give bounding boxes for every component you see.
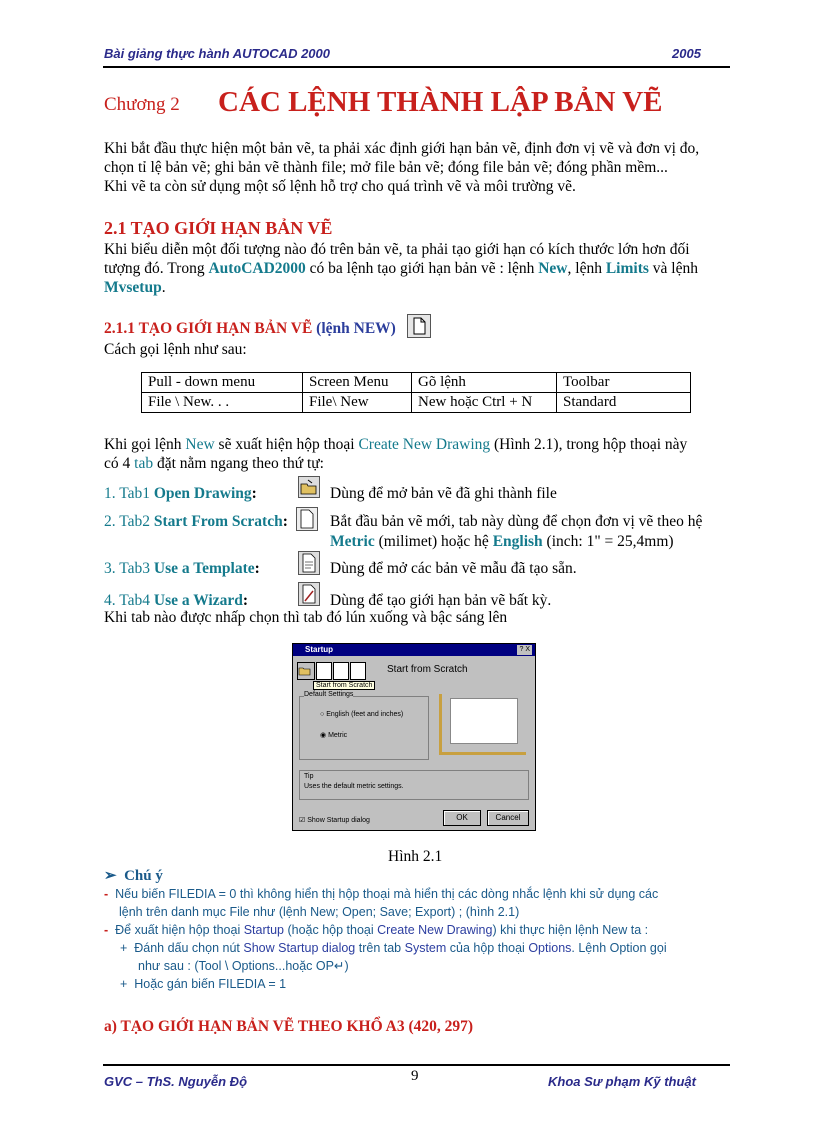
english-radio[interactable]: ○ English (feet and inches) (320, 711, 404, 718)
dialog-intro-paragraph: Khi gọi lệnh New sẽ xuất hiện hộp thoại Create New Drawing (Hình 2.1), trong hộp thoại này có 4 tab đặt nằm ngang theo thứ tự: (104, 436, 688, 472)
cancel-button[interactable]: Cancel (487, 810, 529, 826)
tooltip: Start from Scratch (313, 681, 375, 690)
table-cell: Toolbar (557, 373, 691, 393)
tab-desc-open-drawing: Dùng để mở bản vẽ đã ghi thành file (330, 485, 557, 502)
table-cell: File\ New (303, 393, 412, 413)
table-row (142, 393, 691, 413)
list-item: - Để xuất hiện hộp thoại Startup (hoặc hộp thoại Create New Drawing) khi thực hiện lệnh New ta : (104, 923, 649, 937)
footer-author: GVC – ThS. Nguyễn Độ (104, 1074, 248, 1089)
new-document-icon (407, 314, 431, 338)
table-cell: Standard (557, 393, 691, 413)
chapter-label: Chương 2 (104, 94, 180, 115)
subsection-heading-a: a) TẠO GIỚI HẠN BẢN VẼ THEO KHỔ A3 (420, 297) (104, 1018, 474, 1035)
ok-button[interactable]: OK (443, 810, 481, 826)
blank-sheet-icon (296, 507, 318, 531)
tab-desc-wizard: Dùng để tạo giới hạn bản vẽ bất kỳ. (330, 592, 552, 609)
dialog-title-buttons[interactable]: ? X (519, 646, 530, 653)
figure-caption: Hình 2.1 (388, 848, 443, 865)
tab-item-template: 3. Tab3 Use a Template: (104, 560, 260, 577)
section-heading-2-1: 2.1 TẠO GIỚI HẠN BẢN VẼ (104, 218, 333, 238)
list-item: - Nếu biến FILEDIA = 0 thì không hiển thị hộp thoại mà hiển thị các dòng nhắc lệnh khi sử dụng các (104, 887, 659, 901)
start-scratch-tab-icon[interactable] (316, 662, 332, 680)
list-item: + Đánh dấu chọn nút Show Startup dialog trên tab System của hộp thoại Options. Lệnh Option gọi (120, 941, 667, 955)
tab-item-start-scratch: 2. Tab2 Start From Scratch: (104, 513, 288, 530)
footer-faculty: Khoa Sư phạm Kỹ thuật (548, 1074, 696, 1089)
template-icon (298, 551, 320, 575)
header-title: Bài giảng thực hành AUTOCAD 2000 (104, 46, 330, 61)
page-number: 9 (411, 1068, 419, 1084)
tab-desc-start-scratch: Bắt đầu bản vẽ mới, tab này dùng để chọn đơn vị vẽ theo hệ Metric (milimet) hoặc hệ English (inch: 1" = 25,4mm) (330, 513, 703, 550)
template-tab-icon[interactable] (333, 662, 349, 680)
open-drawing-tab-icon[interactable] (297, 662, 315, 680)
show-startup-checkbox[interactable]: ☑ Show Startup dialog (299, 817, 370, 824)
section-2-1-paragraph: Khi biểu diễn một đối tượng nào đó trên bản vẽ, ta phải tạo giới hạn có kích thước lớn hơn đối tượng đó. Trong AutoCAD2000 có ba lệnh tạo giới hạn bản vẽ : lệnh New, lệnh Limits và lệnh Mvsetup. (104, 241, 698, 296)
intro-paragraph: Khi bắt đầu thực hiện một bản vẽ, ta phải xác định giới hạn bản vẽ, định đơn vị vẽ và đơn vị đo, chọn tỉ lệ bản vẽ; ghi bản vẽ thành file; mở file bản vẽ; đóng file bản vẽ; đóng phần mềm... Khi vẽ ta còn sử dụng một số lệnh hỗ trợ cho quá trình vẽ và môi trường vẽ. (104, 140, 700, 195)
open-folder-icon (298, 476, 320, 498)
default-settings-group: Default Settings ○ English (feet and inches) ◉ Metric (299, 696, 429, 760)
table-cell: Gõ lệnh (412, 373, 557, 393)
tab-desc-template: Dùng để mở các bản vẽ mẫu đã tạo sẵn. (330, 560, 577, 577)
footer-rule (103, 1064, 730, 1066)
tab-item-wizard: 4. Tab4 Use a Wizard: (104, 592, 249, 609)
section-heading-2-1-1: 2.1.1 TẠO GIỚI HẠN BẢN VẼ (lệnh NEW) (104, 320, 396, 337)
arrow-bullet-icon: ➢ (104, 868, 117, 884)
header-rule (103, 66, 730, 68)
note-heading: ➢ Chú ý (104, 868, 163, 884)
dialog-heading: Start from Scratch (387, 664, 468, 675)
metric-radio[interactable]: ◉ Metric (320, 732, 348, 739)
table-cell: New hoặc Ctrl + N (412, 393, 557, 413)
wizard-icon (298, 582, 320, 606)
tab-item-open-drawing: 1. Tab1 Open Drawing: (104, 485, 257, 502)
header-year: 2005 (672, 46, 701, 61)
tip-box: Tip Uses the default metric settings. (299, 770, 529, 800)
list-item: + Hoặc gán biến FILEDIA = 1 (120, 977, 287, 991)
startup-dialog (292, 643, 536, 831)
preview-sheet (439, 694, 526, 755)
wizard-tab-icon[interactable] (350, 662, 366, 680)
tab-selection-note: Khi tab nào được nhấp chọn thì tab đó lún xuống và bậc sáng lên (104, 609, 508, 626)
command-table (141, 372, 691, 413)
table-cell: Screen Menu (303, 373, 412, 393)
table-cell: Pull - down menu (142, 373, 303, 393)
dialog-titlebar: Startup (293, 644, 535, 656)
how-to-call-label: Cách gọi lệnh như sau: (104, 341, 247, 358)
table-header-row (142, 373, 691, 393)
table-cell: File \ New. . . (142, 393, 303, 413)
chapter-title: CÁC LỆNH THÀNH LẬP BẢN VẼ (218, 86, 663, 118)
note-list: - Nếu biến FILEDIA = 0 thì không hiển thị hộp thoại mà hiển thị các dòng nhắc lệnh khi sử dụng các lệnh trên danh mục File như (lệnh New; Open; Save; Export) ; (hình 2.1) - Để xuất hiện hộp thoại Startup (hoặc hộp thoại Create New Drawing) khi thực hiện lệnh New ta : + Đánh dấu chọn nút Show Startup dialog trên tab System của hộp thoại Options. Lệnh Option gọi như sau : (Tool \ Options...hoặc OP↵) + Hoặc gán biến FILEDIA = 1 (104, 885, 734, 993)
